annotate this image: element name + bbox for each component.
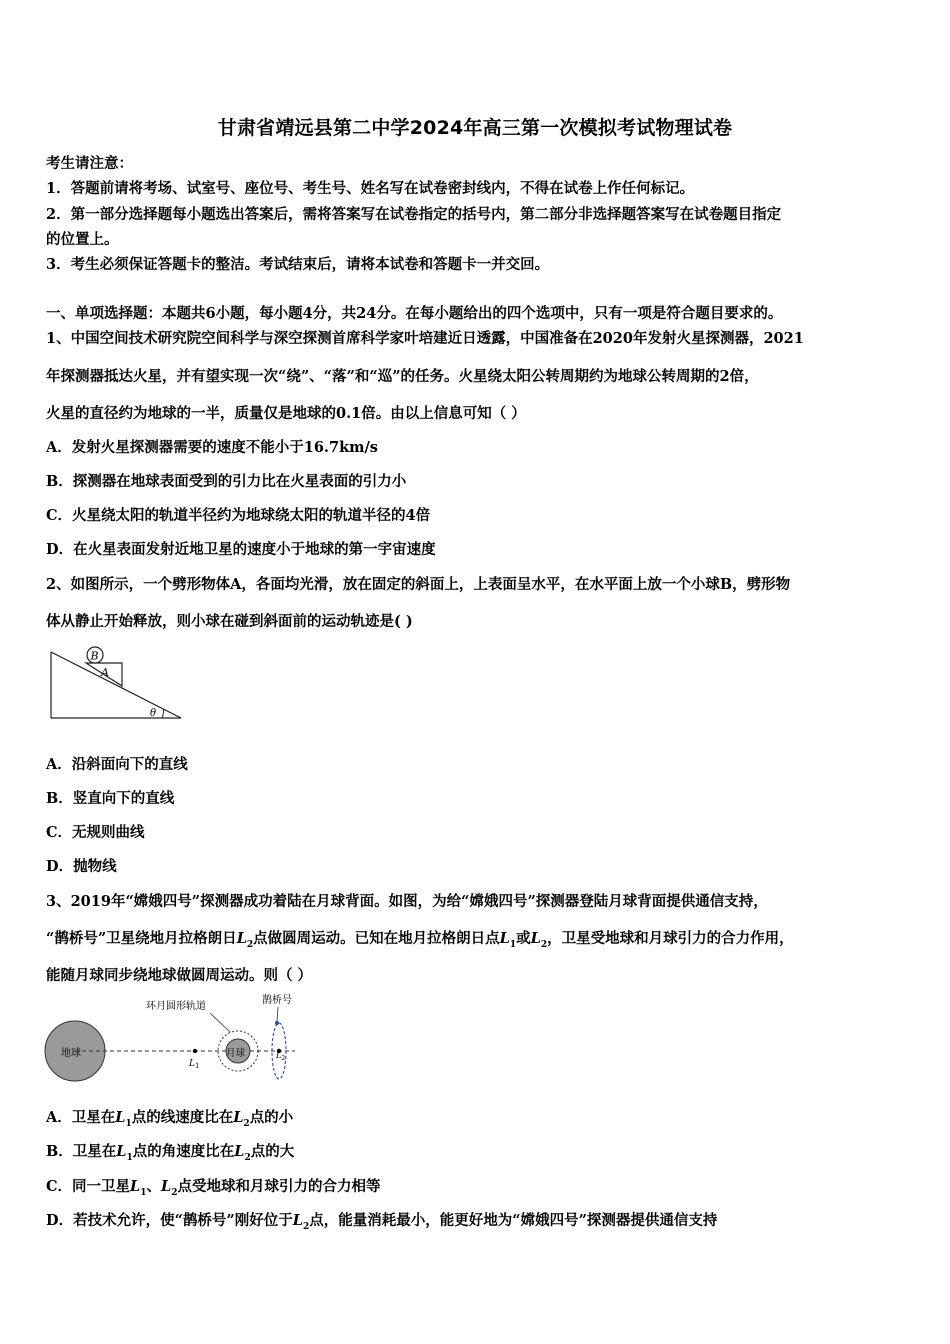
q2-option-b: B．竖直向下的直线 [46, 790, 175, 807]
q3-option-b: B．卫星在$L_1$点的角速度比在$L_2$点的大 [46, 1143, 295, 1163]
q1-option-c: C．火星绕太阳的轨道半径约为地球绕太阳的轨道半径的4倍 [46, 507, 431, 524]
q2-incline-figure [44, 642, 189, 724]
q3-stem-line3: 能随月球同步绕地球做圆周运动。则（ ） [46, 967, 313, 984]
notice-item-1: 1．答题前请将考场、试室号、座位号、考生号、姓名写在试卷密封线内，不得在试卷上作任何标记。 [46, 180, 695, 197]
q2-option-a: A．沿斜面向下的直线 [46, 756, 188, 773]
q1-stem-line3: 火星的直径约为地球的一半，质量仅是地球的0.1倍。由以上信息可知（ ） [46, 405, 526, 422]
q3-lagrange-figure [40, 990, 310, 1085]
incline-slope [51, 649, 181, 718]
orbit-leader [210, 1013, 230, 1032]
q3-stem-line2: “鹊桥号”卫星绕地月拉格朗日$L_2$点做圆周运动。已知在地月拉格朗日点$L_1$或$L_2$，卫星受地球和月球引力的合力作用， [46, 930, 794, 950]
moon-label: 月球 [226, 1048, 246, 1059]
relay-label: 鹊桥号 [262, 995, 292, 1006]
q3-option-c: C．同一卫星$L_1$、$L_2$点受地球和月球引力的合力相等 [46, 1178, 381, 1198]
q3-stem-line1: 3、2019年“嫦娥四号”探测器成功着陆在月球背面。如图，为给“嫦娥四号”探测器登陆月球背面提供通信支持， [46, 893, 768, 910]
q3-option-a: A．卫星在$L_1$点的线速度比在$L_2$点的小 [46, 1109, 294, 1129]
relay-leader [277, 1007, 278, 1021]
q2-stem-line2: 体从静止开始释放，则小球在碰到斜面前的运动轨迹是( ) [46, 613, 413, 630]
notice-item-2: 2．第一部分选择题每小题选出答案后，需将答案写在试卷指定的括号内，第二部分非选择题答案写在试卷题目指定 [46, 206, 782, 223]
q1-stem-line1: 1、中国空间技术研究院空间科学与深空探测首席科学家叶培建近日透露，中国准备在2020年发射火星探测器，2021 [46, 330, 804, 347]
angle-arc [162, 710, 164, 719]
q1-option-a: A．发射火星探测器需要的速度不能小于16.7km/s [46, 439, 378, 456]
q2-stem-line1: 2、如图所示，一个劈形物体A，各面均光滑，放在固定的斜面上，上表面呈水平，在水平面上放一个小球B，劈形物 [46, 576, 791, 593]
orbit-label: 环月圆形轨道 [146, 1001, 206, 1012]
l2-label: $L_2$ [276, 1051, 286, 1062]
relay-satellite [275, 1021, 279, 1025]
ball-b-label: B [90, 649, 99, 663]
page-title: 甘肃省靖远县第二中学2024年高三第一次模拟考试物理试卷 [217, 117, 733, 139]
wedge-a-label: A [101, 666, 109, 679]
q2-option-d: D．抛物线 [46, 858, 117, 875]
earth-label: 地球 [61, 1048, 81, 1059]
notice-item-3: 3．考生必须保证答题卡的整洁。考试结束后，请将本试卷和答题卡一并交回。 [46, 256, 550, 273]
q1-option-d: D．在火星表面发射近地卫星的速度小于地球的第一宇宙速度 [46, 541, 436, 558]
point-l1 [193, 1049, 197, 1053]
section-heading: 一、单项选择题：本题共6小题，每小题4分，共24分。在每小题给出的四个选项中，只有一项是符合题目要求的。 [46, 305, 783, 322]
q1-option-b: B．探测器在地球表面受到的引力比在火星表面的引力小 [46, 473, 407, 490]
q1-stem-line2: 年探测器抵达火星，并有望实现一次“绕”、“落”和“巡”的任务。火星绕太阳公转周期约为地球公转周期的2倍， [46, 368, 759, 385]
q3-option-d: D．若技术允许，使“鹊桥号”刚好位于$L_2$点，能量消耗最小，能更好地为“嫦娥四号”探测器提供通信支持 [46, 1212, 718, 1232]
q2-option-c: C．无规则曲线 [46, 824, 145, 841]
l1-label: $L_1$ [189, 1059, 200, 1070]
notice-item-2-cont: 的位置上。 [46, 231, 119, 248]
notice-heading: 考生请注意： [46, 155, 133, 172]
angle-theta-label: θ [150, 708, 157, 719]
